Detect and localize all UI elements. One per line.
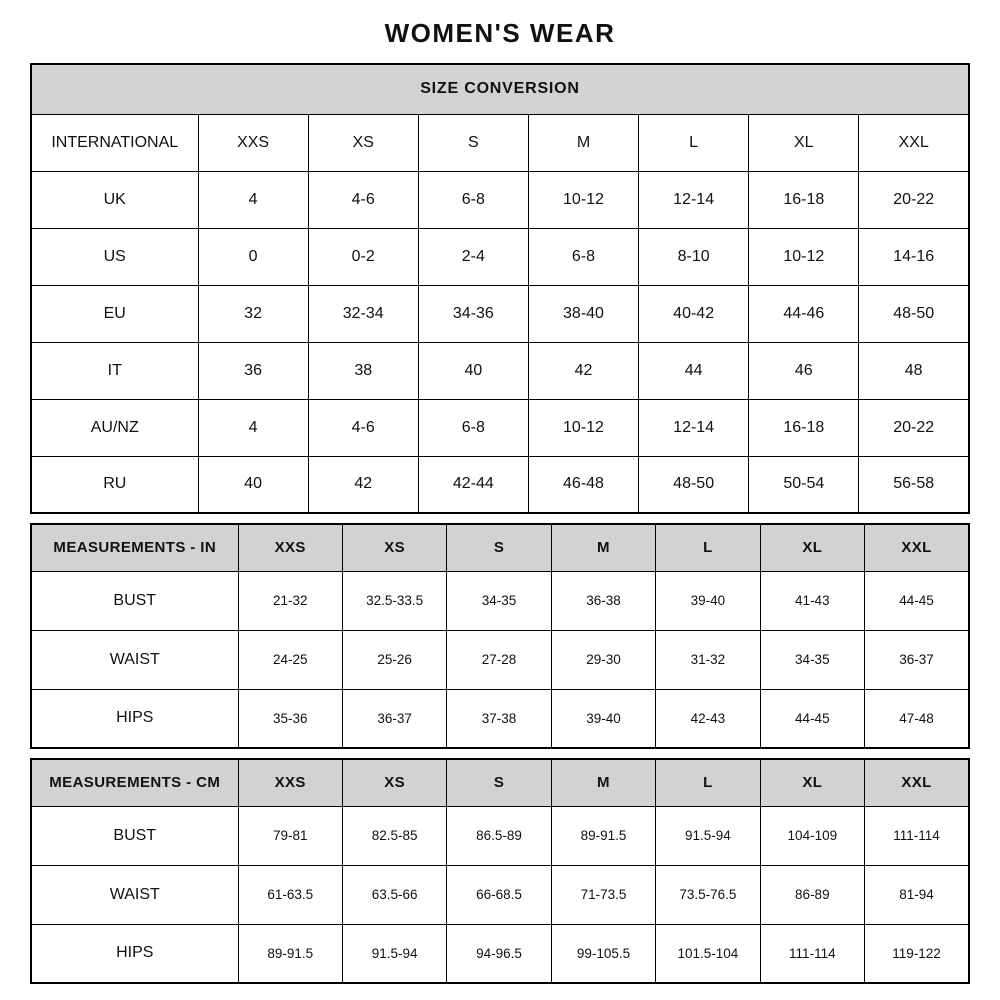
cell: 4-6 xyxy=(308,399,418,456)
cell: 73.5-76.5 xyxy=(656,865,760,924)
cell: 89-91.5 xyxy=(551,806,655,865)
size-column-header: S xyxy=(418,114,528,171)
size-column-header: XL xyxy=(760,759,864,806)
cell: 32.5-33.5 xyxy=(342,571,446,630)
table-row xyxy=(31,456,969,513)
cell: 34-35 xyxy=(447,571,551,630)
size-column-header: XXS xyxy=(238,759,342,806)
table-row xyxy=(31,806,969,865)
cell: 82.5-85 xyxy=(342,806,446,865)
cell: 16-18 xyxy=(749,399,859,456)
table-row xyxy=(31,399,969,456)
row-label: BUST xyxy=(31,806,238,865)
cell: 61-63.5 xyxy=(238,865,342,924)
cell: 10-12 xyxy=(528,171,638,228)
size-column-header: XS xyxy=(342,759,446,806)
cell: 4-6 xyxy=(308,171,418,228)
table-row xyxy=(31,865,969,924)
cell: 44-46 xyxy=(749,285,859,342)
cell: 99-105.5 xyxy=(551,924,655,983)
cell: 66-68.5 xyxy=(447,865,551,924)
table-row xyxy=(31,228,969,285)
cell: 42 xyxy=(528,342,638,399)
row-label: HIPS xyxy=(31,924,238,983)
cell: 111-114 xyxy=(760,924,864,983)
cell: 10-12 xyxy=(749,228,859,285)
table-row xyxy=(31,285,969,342)
measurements-cm-body xyxy=(31,806,969,983)
cell: 32 xyxy=(198,285,308,342)
size-conversion-banner-row xyxy=(31,64,969,114)
cell: 111-114 xyxy=(865,806,969,865)
size-column-header: L xyxy=(639,114,749,171)
cell: 48-50 xyxy=(639,456,749,513)
cell: 20-22 xyxy=(859,171,969,228)
size-conversion-header-row xyxy=(31,114,969,171)
cell: 40 xyxy=(418,342,528,399)
row-label-column-header: MEASUREMENTS - CM xyxy=(31,759,238,806)
row-label: RU xyxy=(31,456,198,513)
cell: 48-50 xyxy=(859,285,969,342)
row-label: WAIST xyxy=(31,630,238,689)
cell: 44 xyxy=(639,342,749,399)
row-label: EU xyxy=(31,285,198,342)
cell: 31-32 xyxy=(656,630,760,689)
cell: 101.5-104 xyxy=(656,924,760,983)
cell: 40 xyxy=(198,456,308,513)
cell: 25-26 xyxy=(342,630,446,689)
size-conversion-body xyxy=(31,171,969,513)
cell: 6-8 xyxy=(418,399,528,456)
size-column-header: XL xyxy=(749,114,859,171)
row-label: HIPS xyxy=(31,689,238,748)
size-column-header: XS xyxy=(342,524,446,571)
cell: 0 xyxy=(198,228,308,285)
cell: 14-16 xyxy=(859,228,969,285)
size-column-header: XXL xyxy=(865,759,969,806)
measurements-cm-header-row xyxy=(31,759,969,806)
cell: 2-4 xyxy=(418,228,528,285)
cell: 39-40 xyxy=(551,689,655,748)
cell: 38-40 xyxy=(528,285,638,342)
cell: 46-48 xyxy=(528,456,638,513)
table-row xyxy=(31,171,969,228)
cell: 27-28 xyxy=(447,630,551,689)
size-column-header: L xyxy=(656,524,760,571)
table-row xyxy=(31,342,969,399)
cell: 48 xyxy=(859,342,969,399)
row-label: BUST xyxy=(31,571,238,630)
cell: 41-43 xyxy=(760,571,864,630)
size-column-header: S xyxy=(447,524,551,571)
cell: 81-94 xyxy=(865,865,969,924)
cell: 79-81 xyxy=(238,806,342,865)
cell: 56-58 xyxy=(859,456,969,513)
row-label: WAIST xyxy=(31,865,238,924)
cell: 16-18 xyxy=(749,171,859,228)
size-column-header: M xyxy=(528,114,638,171)
size-column-header: XXS xyxy=(238,524,342,571)
cell: 42-44 xyxy=(418,456,528,513)
table-row xyxy=(31,630,969,689)
row-label: AU/NZ xyxy=(31,399,198,456)
row-label: US xyxy=(31,228,198,285)
row-label-column-header: MEASUREMENTS - IN xyxy=(31,524,238,571)
row-label: UK xyxy=(31,171,198,228)
cell: 71-73.5 xyxy=(551,865,655,924)
measurements-in-table xyxy=(30,523,970,749)
cell: 94-96.5 xyxy=(447,924,551,983)
cell: 29-30 xyxy=(551,630,655,689)
cell: 36 xyxy=(198,342,308,399)
page-title: WOMEN'S WEAR xyxy=(384,18,616,48)
cell: 36-38 xyxy=(551,571,655,630)
size-column-header: XXS xyxy=(198,114,308,171)
cell: 44-45 xyxy=(760,689,864,748)
cell: 20-22 xyxy=(859,399,969,456)
cell: 40-42 xyxy=(639,285,749,342)
size-column-header: L xyxy=(656,759,760,806)
size-column-header: XS xyxy=(308,114,418,171)
cell: 42-43 xyxy=(656,689,760,748)
cell: 86-89 xyxy=(760,865,864,924)
cell: 91.5-94 xyxy=(656,806,760,865)
measurements-in-body xyxy=(31,571,969,748)
cell: 4 xyxy=(198,399,308,456)
cell: 12-14 xyxy=(639,399,749,456)
cell: 0-2 xyxy=(308,228,418,285)
cell: 6-8 xyxy=(528,228,638,285)
table-row xyxy=(31,571,969,630)
cell: 44-45 xyxy=(865,571,969,630)
measurements-in-header-row xyxy=(31,524,969,571)
cell: 91.5-94 xyxy=(342,924,446,983)
size-column-header: M xyxy=(551,759,655,806)
cell: 46 xyxy=(749,342,859,399)
cell: 104-109 xyxy=(760,806,864,865)
cell: 39-40 xyxy=(656,571,760,630)
cell: 50-54 xyxy=(749,456,859,513)
cell: 35-36 xyxy=(238,689,342,748)
cell: 119-122 xyxy=(865,924,969,983)
measurements-cm-table xyxy=(30,758,970,984)
cell: 36-37 xyxy=(865,630,969,689)
cell: 47-48 xyxy=(865,689,969,748)
size-column-header: M xyxy=(551,524,655,571)
size-conversion-table xyxy=(30,63,970,514)
table-row xyxy=(31,924,969,983)
cell: 8-10 xyxy=(639,228,749,285)
size-column-header: XL xyxy=(760,524,864,571)
cell: 21-32 xyxy=(238,571,342,630)
cell: 34-35 xyxy=(760,630,864,689)
size-column-header: S xyxy=(447,759,551,806)
cell: 86.5-89 xyxy=(447,806,551,865)
size-column-header: XXL xyxy=(859,114,969,171)
cell: 6-8 xyxy=(418,171,528,228)
cell: 37-38 xyxy=(447,689,551,748)
cell: 38 xyxy=(308,342,418,399)
cell: 32-34 xyxy=(308,285,418,342)
cell: 4 xyxy=(198,171,308,228)
row-label-column-header: INTERNATIONAL xyxy=(31,114,198,171)
row-label: IT xyxy=(31,342,198,399)
size-column-header: XXL xyxy=(865,524,969,571)
size-conversion-title: SIZE CONVERSION xyxy=(31,64,969,114)
cell: 24-25 xyxy=(238,630,342,689)
cell: 42 xyxy=(308,456,418,513)
cell: 34-36 xyxy=(418,285,528,342)
table-row xyxy=(31,689,969,748)
cell: 63.5-66 xyxy=(342,865,446,924)
cell: 10-12 xyxy=(528,399,638,456)
cell: 36-37 xyxy=(342,689,446,748)
cell: 12-14 xyxy=(639,171,749,228)
cell: 89-91.5 xyxy=(238,924,342,983)
